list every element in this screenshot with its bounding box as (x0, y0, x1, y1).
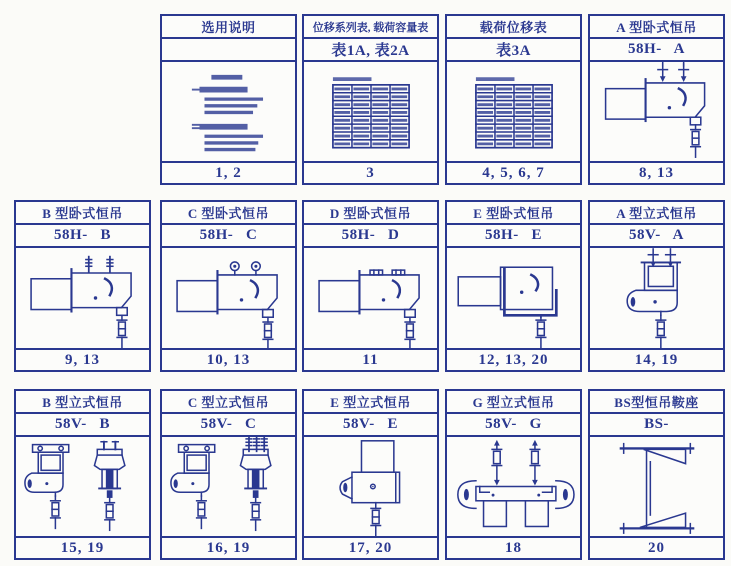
cell-subtitle (162, 39, 295, 62)
page-refs: 15, 19 (16, 536, 149, 558)
cell-subtitle: BS- (590, 414, 723, 437)
cell-title: 选用说明 (162, 16, 295, 39)
page-refs: 18 (447, 536, 580, 558)
page-refs: 4, 5, 6, 7 (447, 161, 580, 183)
selection-notes-diagram (162, 62, 295, 161)
cell-title: B 型卧式恒吊 (16, 202, 149, 225)
cell-subtitle: 表1A, 表2A (304, 39, 437, 62)
cell-table-1a-2a (302, 14, 439, 185)
cell-subtitle: 58V- G (447, 414, 580, 437)
cell-58h-d (302, 200, 439, 372)
page-refs: 12, 13, 20 (447, 348, 580, 370)
page-refs: 9, 13 (16, 348, 149, 370)
page-refs: 8, 13 (590, 161, 723, 183)
cell-title: A 型卧式恒吊 (590, 16, 723, 39)
diagram-58h-b (16, 248, 149, 348)
cell-58v-b (14, 389, 151, 560)
cell-bs-saddle (588, 389, 725, 560)
page-refs: 3 (304, 161, 437, 183)
cell-58v-g (445, 389, 582, 560)
mini-table-diagram (304, 62, 437, 161)
cell-subtitle: 58V- A (590, 225, 723, 248)
cell-58h-b (14, 200, 151, 372)
page-refs: 10, 13 (162, 348, 295, 370)
cell-subtitle: 58V- C (162, 414, 295, 437)
page-refs: 17, 20 (304, 536, 437, 558)
cell-title: 位移系列表, 载荷容量表 (304, 16, 437, 39)
cell-58v-c (160, 389, 297, 560)
mini-table-diagram (447, 62, 580, 161)
cell-title: G 型立式恒吊 (447, 391, 580, 414)
diagram-58v-a (590, 248, 723, 348)
diagram-58h-e (447, 248, 580, 348)
cell-title: C 型卧式恒吊 (162, 202, 295, 225)
cell-subtitle: 58H- B (16, 225, 149, 248)
cell-subtitle: 表3A (447, 39, 580, 62)
cell-58v-e (302, 389, 439, 560)
cell-title: C 型立式恒吊 (162, 391, 295, 414)
cell-58h-a (588, 14, 725, 185)
diagram-58v-b (16, 437, 149, 536)
page-refs: 11 (304, 348, 437, 370)
diagram-58h-a (590, 62, 723, 161)
cell-selection-notes (160, 14, 297, 185)
cell-subtitle: 58H- E (447, 225, 580, 248)
cell-subtitle: 58V- E (304, 414, 437, 437)
diagram-bs-saddle (590, 437, 723, 536)
cell-title: E 型卧式恒吊 (447, 202, 580, 225)
diagram-58h-c (162, 248, 295, 348)
cell-subtitle: 58H- D (304, 225, 437, 248)
diagram-58v-c (162, 437, 295, 536)
cell-58v-a (588, 200, 725, 372)
page-refs: 16, 19 (162, 536, 295, 558)
cell-subtitle: 58V- B (16, 414, 149, 437)
page-refs: 14, 19 (590, 348, 723, 370)
cell-title: B 型立式恒吊 (16, 391, 149, 414)
cell-subtitle: 58H- C (162, 225, 295, 248)
cell-subtitle: 58H- A (590, 39, 723, 62)
diagram-58v-g (447, 437, 580, 536)
cell-58h-e (445, 200, 582, 372)
cell-title: A 型立式恒吊 (590, 202, 723, 225)
cell-title: D 型卧式恒吊 (304, 202, 437, 225)
diagram-58v-e (304, 437, 437, 536)
cell-title: 载荷位移表 (447, 16, 580, 39)
page-refs: 20 (590, 536, 723, 558)
cell-table-3a (445, 14, 582, 185)
cell-title: E 型立式恒吊 (304, 391, 437, 414)
cell-58h-c (160, 200, 297, 372)
cell-title: BS型恒吊鞍座 (590, 391, 723, 414)
page-refs: 1, 2 (162, 161, 295, 183)
diagram-58h-d (304, 248, 437, 348)
